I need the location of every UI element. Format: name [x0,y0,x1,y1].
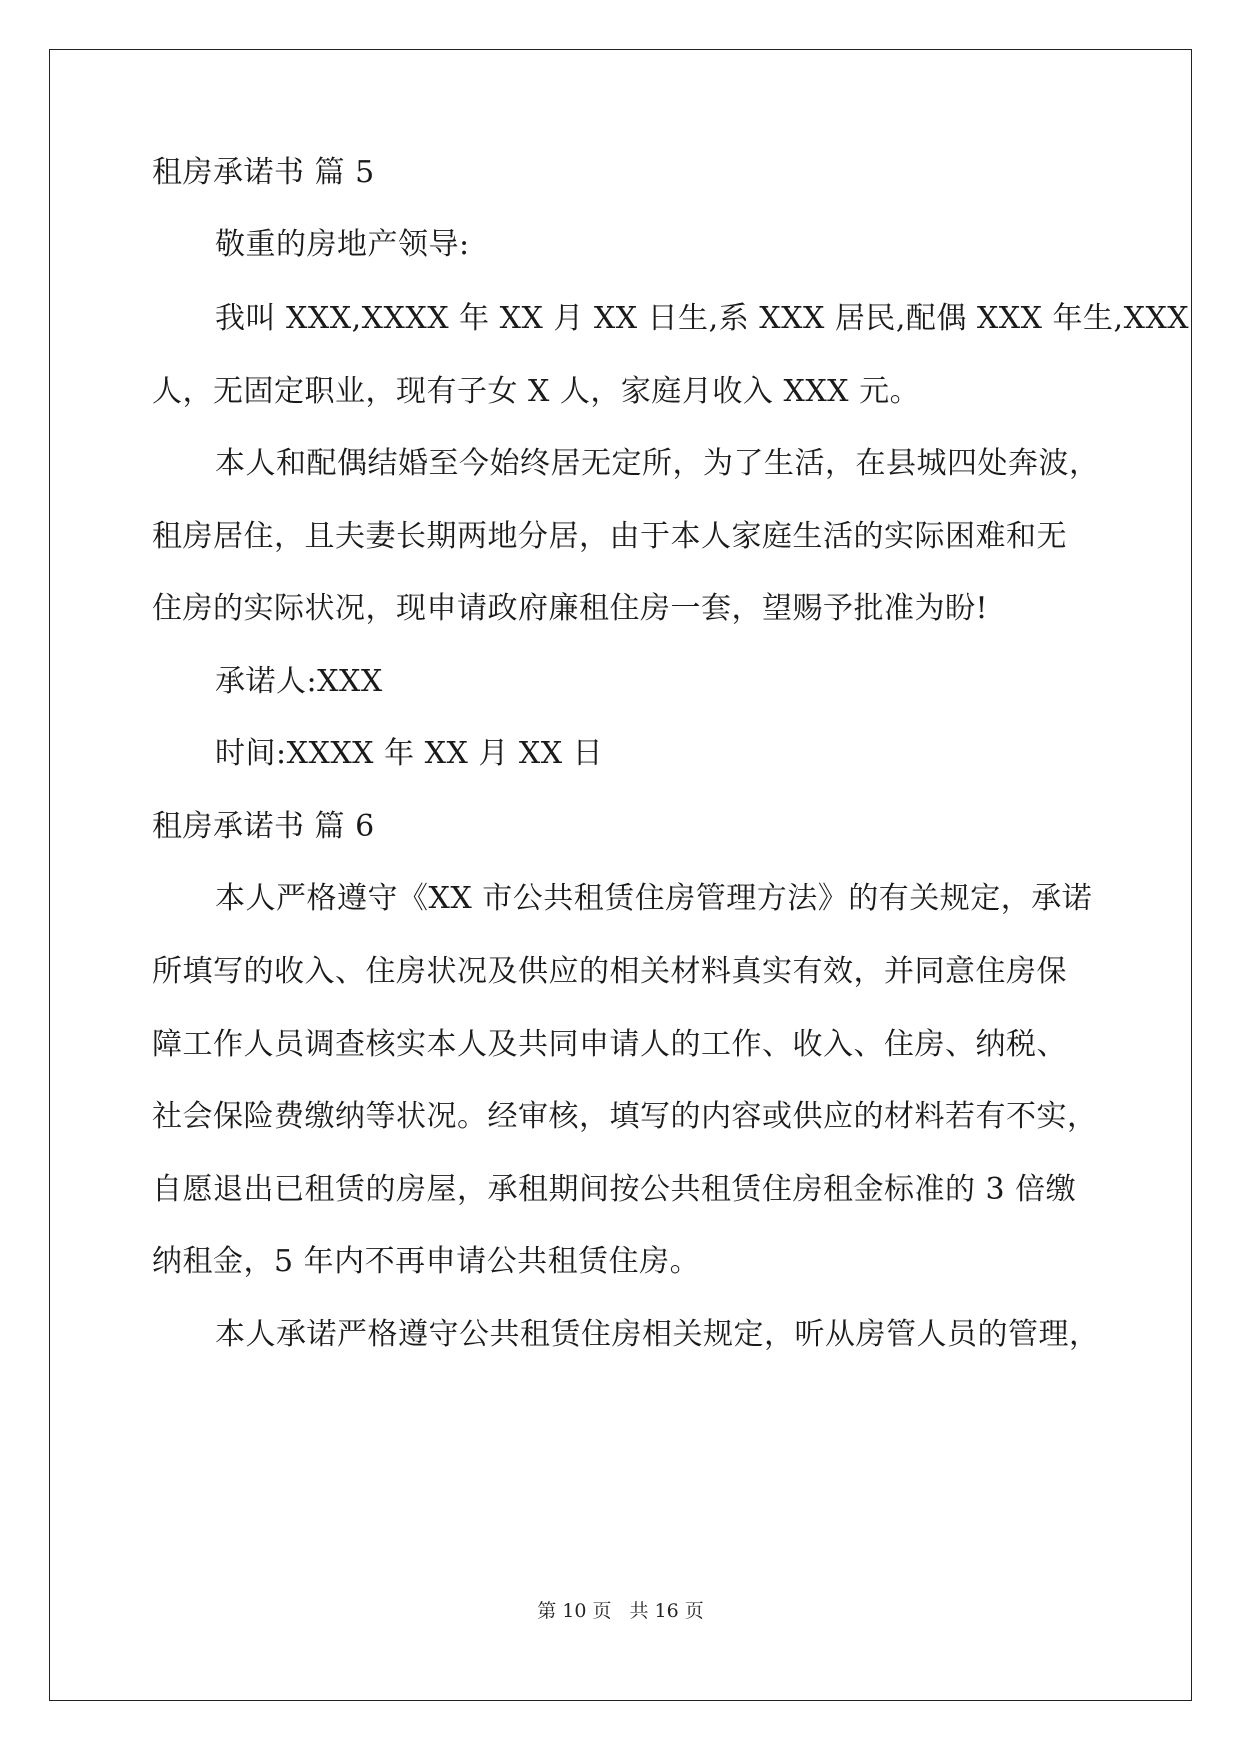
section5-p1-line1: 我叫 XXX,XXXX 年 XX 月 XX 日生,系 XXX 居民,配偶 XXX 年生,XXX [215,301,1190,336]
section5-salutation: 敬重的房地产领导: [215,227,470,262]
section5-date: 时间:XXXX 年 XX 月 XX 日 [215,736,604,771]
section5-p2-line3: 住房的实际状况，现申请政府廉租住房一套，望赐予批准为盼! [152,591,989,626]
section6-p2-line1: 本人承诺严格遵守公共租赁住房相关规定，听从房管人员的管理， [215,1317,1100,1352]
section6-p1-line6: 纳租金，5 年内不再申请公共租赁住房。 [152,1244,701,1279]
section5-p1-line2: 人，无固定职业，现有子女 X 人，家庭月收入 XXX 元。 [152,374,921,409]
page-footer [0,1598,1241,1624]
section5-heading: 租房承诺书 篇 5 [152,155,375,190]
page-total: 共 16 页 [629,1600,704,1622]
section6-p1-line3: 障工作人员调查核实本人及共同申请人的工作、收入、住房、纳税、 [152,1027,1067,1062]
section6-p1-line1: 本人严格遵守《XX 市公共租赁住房管理方法》的有关规定，承诺 [215,881,1093,916]
section5-signer: 承诺人:XXX [215,664,383,699]
section6-heading: 租房承诺书 篇 6 [152,809,375,844]
section6-p1-line2: 所填写的收入、住房状况及供应的相关材料真实有效，并同意住房保 [152,954,1067,989]
section5-p2-line1: 本人和配偶结婚至今始终居无定所，为了生活，在县城四处奔波， [215,446,1100,481]
section5-p2-line2: 租房居住，且夫妻长期两地分居，由于本人家庭生活的实际困难和无 [152,519,1067,554]
section6-p1-line4: 社会保险费缴纳等状况。经审核，填写的内容或供应的材料若有不实， [152,1099,1098,1134]
page-border [49,49,1192,1701]
section6-p1-line5: 自愿退出已租赁的房屋，承租期间按公共租赁住房租金标准的 3 倍缴 [152,1172,1077,1207]
page-number: 第 10 页 [537,1600,612,1622]
